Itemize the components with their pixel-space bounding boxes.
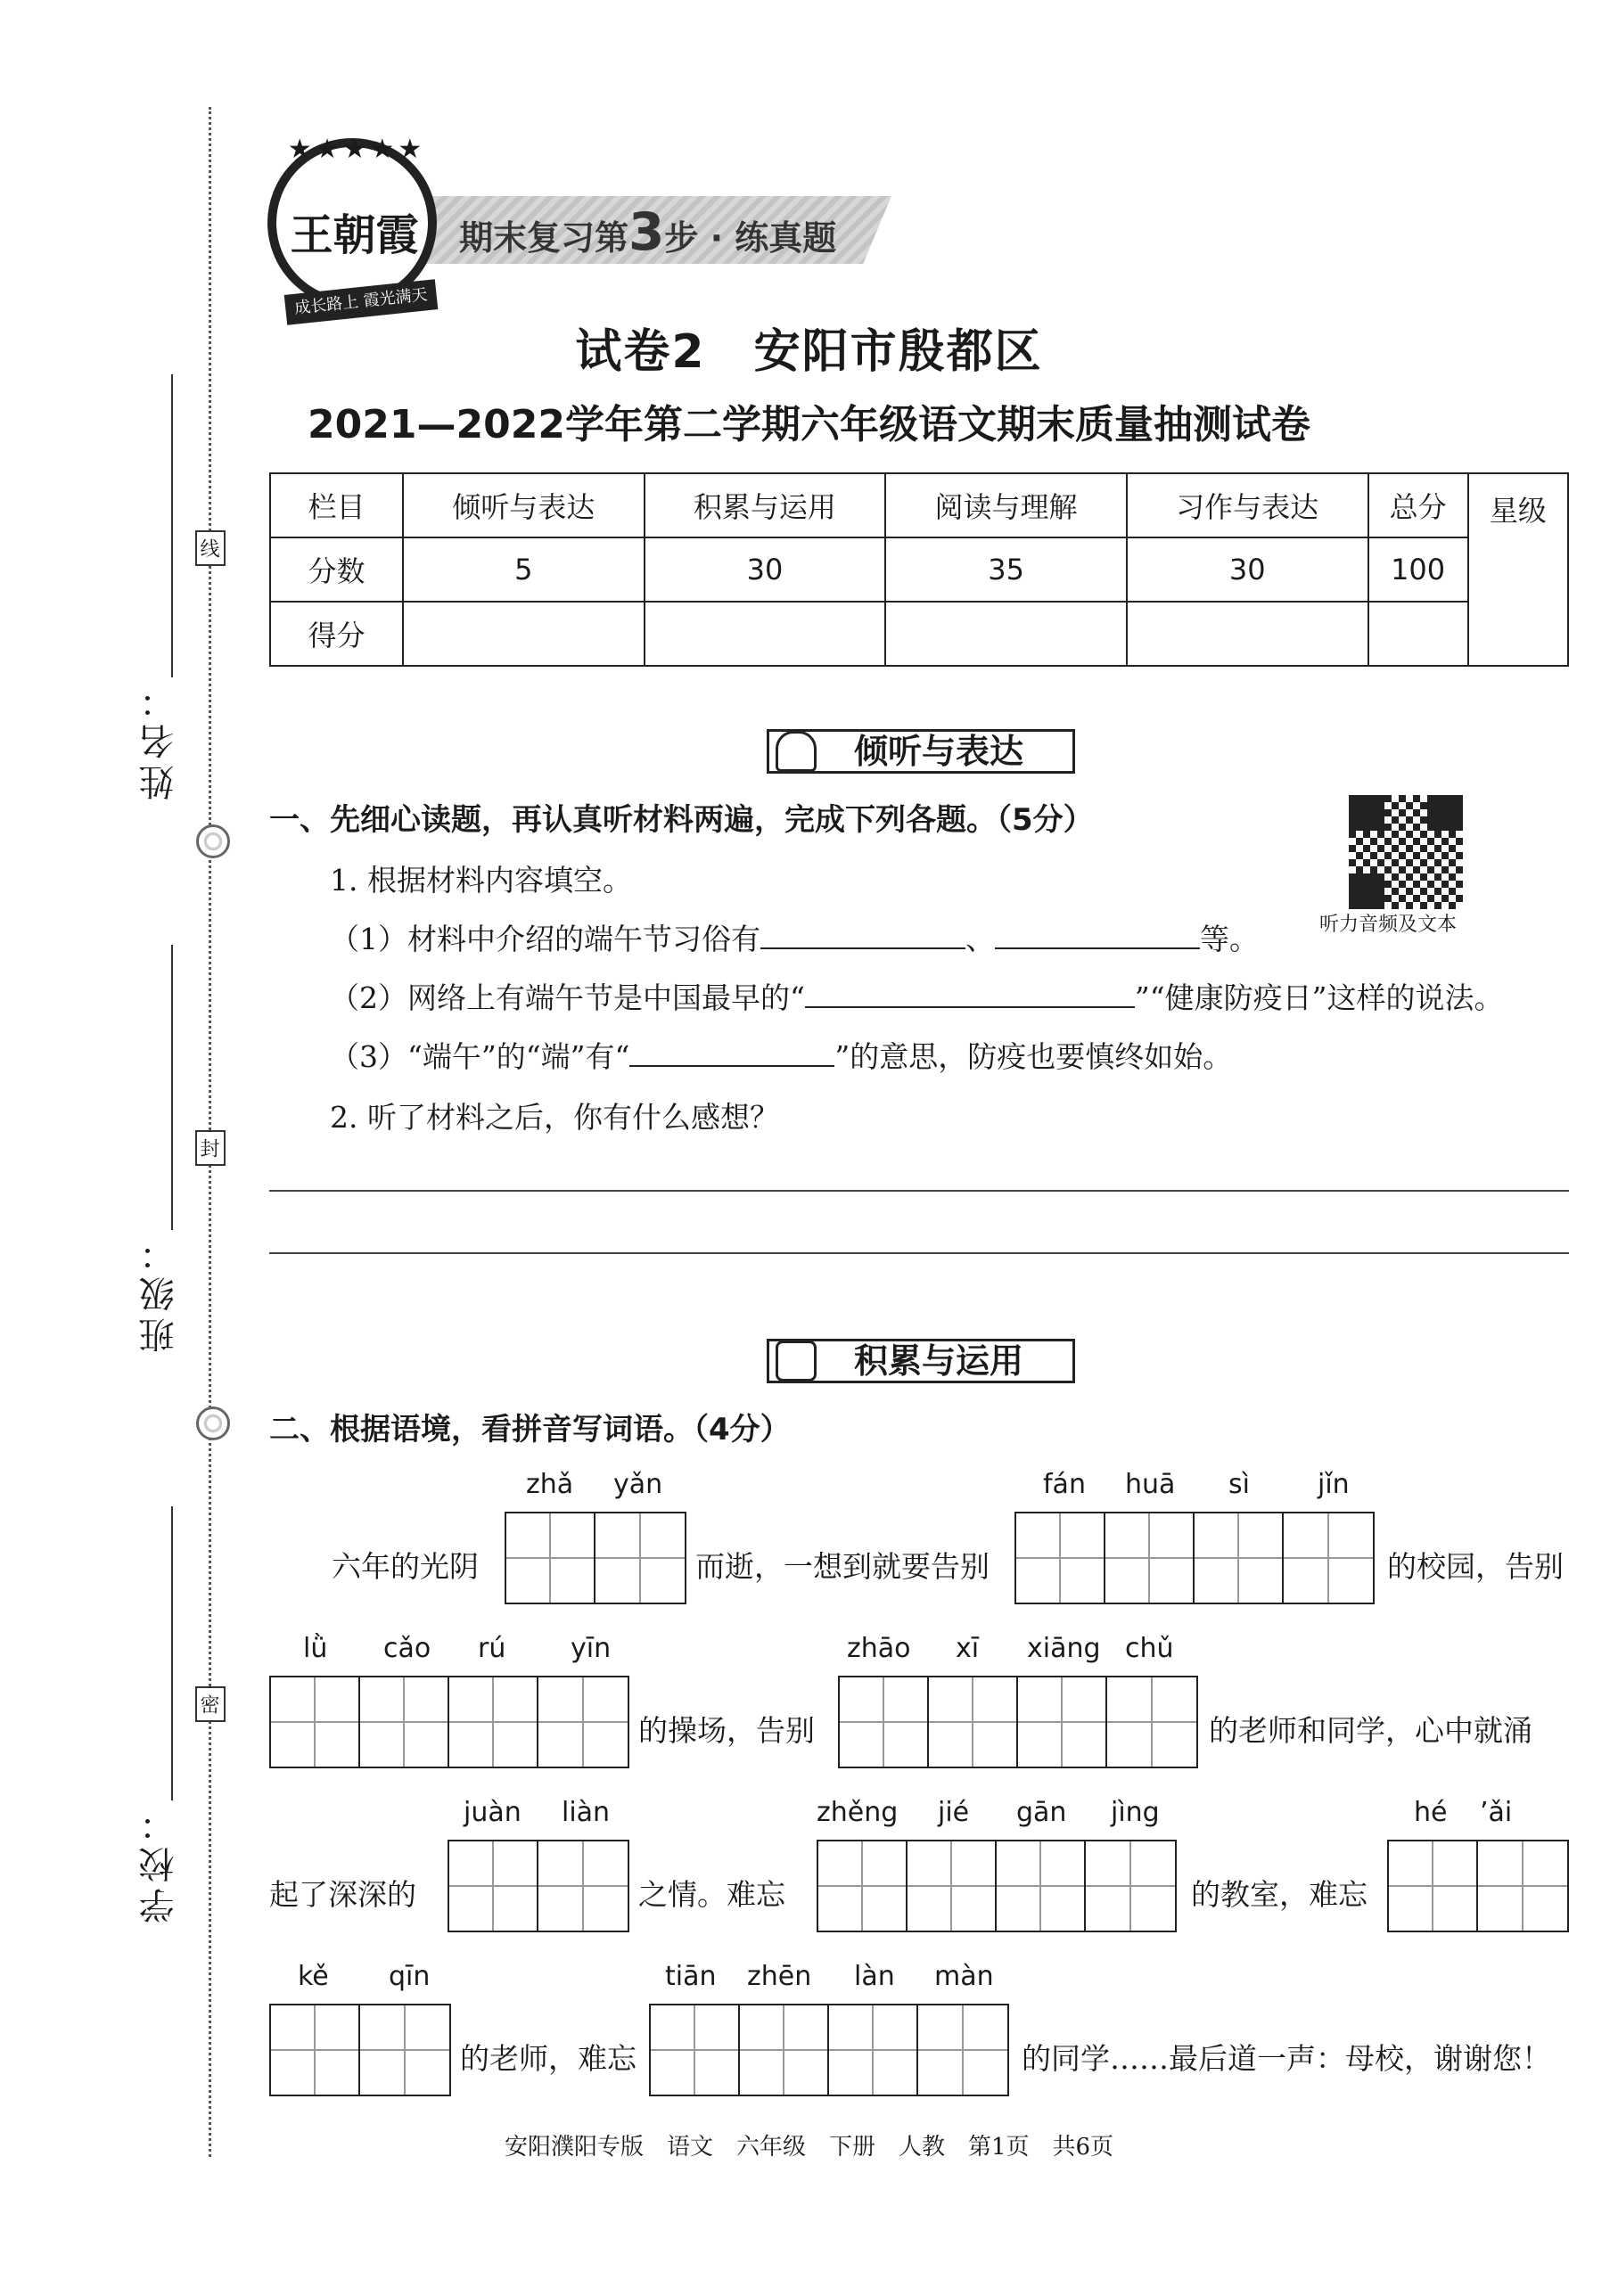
grid-cell[interactable] (997, 1841, 1086, 1931)
headphones-icon (776, 731, 817, 772)
write-grid[interactable] (838, 1676, 1198, 1768)
table-header: 总分 (1368, 473, 1468, 537)
logo-slogan: 成长路上 霞光满天 (284, 279, 439, 325)
star-icon: ★★★★★ (287, 134, 426, 165)
grid-cell[interactable] (1018, 1677, 1107, 1767)
write-grid[interactable] (1014, 1512, 1375, 1604)
pinyin: juàn (464, 1797, 522, 1828)
ornament-icon (196, 824, 230, 858)
pinyin: ’ǎi (1480, 1797, 1513, 1828)
context-text: 之情。难忘 (638, 1877, 785, 1912)
score-input-cell[interactable] (1368, 602, 1468, 666)
grid-cell[interactable] (651, 2005, 740, 2095)
pinyin: sì (1228, 1469, 1250, 1500)
context-text: 起了深深的 (269, 1877, 416, 1912)
item-1-2: （2）网络上有端午节是中国最早的“ ”“健康防疫日”这样的说法。 (330, 980, 1504, 1015)
table-cell: 100 (1368, 537, 1468, 602)
table-header: 栏目 (270, 473, 403, 537)
page-title: 试卷2 安阳市殷都区 (575, 325, 1043, 379)
page-subtitle: 2021—2022学年第二学期六年级语文期末质量抽测试卷 (308, 402, 1310, 447)
grid-cell[interactable] (1086, 1841, 1175, 1931)
context-text: 的老师，难忘 (460, 2041, 637, 2076)
grid-cell[interactable] (818, 1841, 908, 1931)
pinyin: yǎn (613, 1469, 663, 1500)
cut-line-marker: 线 (195, 530, 226, 566)
school-write-line (171, 1506, 173, 1800)
write-grid[interactable] (269, 1676, 629, 1768)
context-text: 的教室，难忘 (1191, 1877, 1367, 1912)
pinyin: jìng (1111, 1797, 1160, 1828)
table-header: 习作与表达 (1127, 473, 1368, 537)
qr-caption: 听力音频及文本 (1319, 914, 1458, 936)
grid-cell[interactable] (1389, 1841, 1478, 1931)
write-grid[interactable] (649, 2004, 1009, 2096)
pinyin: màn (934, 1961, 994, 1992)
pinyin: huā (1125, 1469, 1176, 1500)
pinyin: chǔ (1125, 1633, 1174, 1664)
grid-cell[interactable] (360, 2005, 449, 2095)
item-2: 2. 听了材料之后，你有什么感想？ (330, 1100, 779, 1135)
pinyin: cǎo (383, 1633, 431, 1664)
pinyin: zhāo (847, 1633, 911, 1664)
item-1-3: （3）“端午”的“端”有“ ”的意思，防疫也要慎终如始。 (330, 1039, 1233, 1074)
score-input-cell[interactable] (1127, 602, 1368, 666)
pinyin: gān (1016, 1797, 1067, 1828)
pinyin: tiān (665, 1961, 717, 1992)
pinyin: xiāng (1027, 1633, 1101, 1664)
table-cell: 5 (403, 537, 645, 602)
context-text: 的老师和同学，心中就涌 (1209, 1713, 1532, 1748)
grid-cell[interactable] (1016, 1513, 1105, 1603)
question-1: 一、先细心读题，再认真听材料两遍，完成下列各题。（5分） (269, 802, 1094, 838)
pinyin: rú (478, 1633, 506, 1664)
score-table (269, 472, 1569, 667)
book-icon (776, 1341, 817, 1382)
context-text: 的同学……最后道一声：母校，谢谢您！ (1022, 2041, 1551, 2076)
context-text: 的操场，告别 (638, 1713, 815, 1748)
context-text: 六年的光阴 (332, 1549, 479, 1584)
grid-cell[interactable] (449, 1841, 538, 1931)
answer-blank[interactable] (995, 921, 1200, 949)
pinyin: jǐn (1318, 1469, 1350, 1500)
grid-cell[interactable] (908, 1841, 997, 1931)
pinyin: zhǎ (526, 1469, 574, 1500)
table-row (270, 537, 1568, 602)
grid-cell[interactable] (506, 1513, 595, 1603)
question-2: 二、根据语境，看拼音写词语。（4分） (269, 1412, 791, 1447)
grid-cell[interactable] (538, 1841, 628, 1931)
answer-blank[interactable] (629, 1038, 834, 1067)
school-label: 学校： (139, 1800, 180, 1923)
pinyin: jié (938, 1797, 970, 1828)
score-input-cell[interactable] (885, 602, 1127, 666)
qr-code[interactable] (1349, 795, 1463, 909)
cut-seal-marker: 封 (195, 1130, 226, 1166)
write-grid[interactable] (505, 1512, 686, 1604)
table-header: 阅读与理解 (885, 473, 1127, 537)
grid-cell[interactable] (595, 1513, 685, 1603)
write-grid[interactable] (269, 2004, 451, 2096)
grid-cell[interactable] (1195, 1513, 1284, 1603)
grid-cell[interactable] (1284, 1513, 1373, 1603)
grid-cell[interactable] (840, 1677, 929, 1767)
pinyin: liàn (562, 1797, 611, 1828)
grid-cell[interactable] (918, 2005, 1007, 2095)
table-header: 积累与运用 (645, 473, 886, 537)
grid-cell[interactable] (1478, 1841, 1567, 1931)
write-grid[interactable] (1387, 1840, 1569, 1932)
pinyin: yīn (571, 1633, 612, 1664)
table-header: 倾听与表达 (403, 473, 645, 537)
class-label: 班级： (139, 1230, 180, 1353)
ornament-icon (196, 1406, 230, 1440)
grid-cell[interactable] (360, 1677, 449, 1767)
pinyin: zhēn (747, 1961, 812, 1992)
section-title: 倾听与表达 (854, 732, 1024, 771)
context-text: 而逝，一想到就要告别 (695, 1549, 990, 1584)
grid-cell[interactable] (1107, 1677, 1196, 1767)
grid-cell[interactable] (271, 1677, 360, 1767)
table-cell: 30 (645, 537, 886, 602)
cut-bind-marker: 密 (195, 1686, 226, 1722)
answer-blank[interactable] (805, 980, 1135, 1008)
row-label: 得分 (270, 602, 403, 666)
class-write-line (171, 945, 173, 1230)
table-row (270, 602, 1568, 666)
grid-cell[interactable] (449, 1677, 538, 1767)
answer-line[interactable] (269, 1190, 1569, 1192)
grid-cell[interactable] (929, 1677, 1018, 1767)
pinyin: qīn (389, 1961, 431, 1992)
score-input-cell[interactable] (645, 602, 886, 666)
logo-name: 王朝霞 (290, 210, 419, 260)
table-cell: 35 (885, 537, 1127, 602)
page-footer: 安阳濮阳专版 语文 六年级 下册 人教 第1页 共6页 (504, 2134, 1114, 2161)
grid-cell[interactable] (740, 2005, 829, 2095)
pinyin: xī (956, 1633, 980, 1664)
grid-cell[interactable] (271, 2005, 360, 2095)
pinyin: hé (1414, 1797, 1448, 1828)
score-input-cell[interactable] (403, 602, 645, 666)
banner-text: 期末复习第3步 · 练真题 (459, 201, 837, 262)
pinyin: zhěng (817, 1797, 899, 1828)
context-text: 的校园，告别 (1387, 1549, 1564, 1584)
table-header-row (270, 473, 1568, 537)
grid-cell[interactable] (538, 1677, 628, 1767)
item-1-1: （1）材料中介绍的端午节习俗有 、 等。 (330, 922, 1259, 956)
write-grid[interactable] (817, 1840, 1177, 1932)
pinyin: làn (854, 1961, 895, 1992)
pinyin: fán (1043, 1469, 1086, 1500)
grid-cell[interactable] (1105, 1513, 1195, 1603)
pinyin: kě (298, 1961, 329, 1992)
row-label: 分数 (270, 537, 403, 602)
write-grid[interactable] (448, 1840, 629, 1932)
section-title: 积累与运用 (854, 1341, 1024, 1381)
table-header: 星级 (1468, 473, 1568, 666)
answer-line[interactable] (269, 1252, 1569, 1254)
name-label: 姓名： (139, 677, 180, 800)
table-cell: 30 (1127, 537, 1368, 602)
item-1: 1. 根据材料内容填空。 (330, 863, 632, 898)
pinyin: lǜ (303, 1633, 328, 1664)
grid-cell[interactable] (829, 2005, 918, 2095)
answer-blank[interactable] (760, 921, 965, 949)
